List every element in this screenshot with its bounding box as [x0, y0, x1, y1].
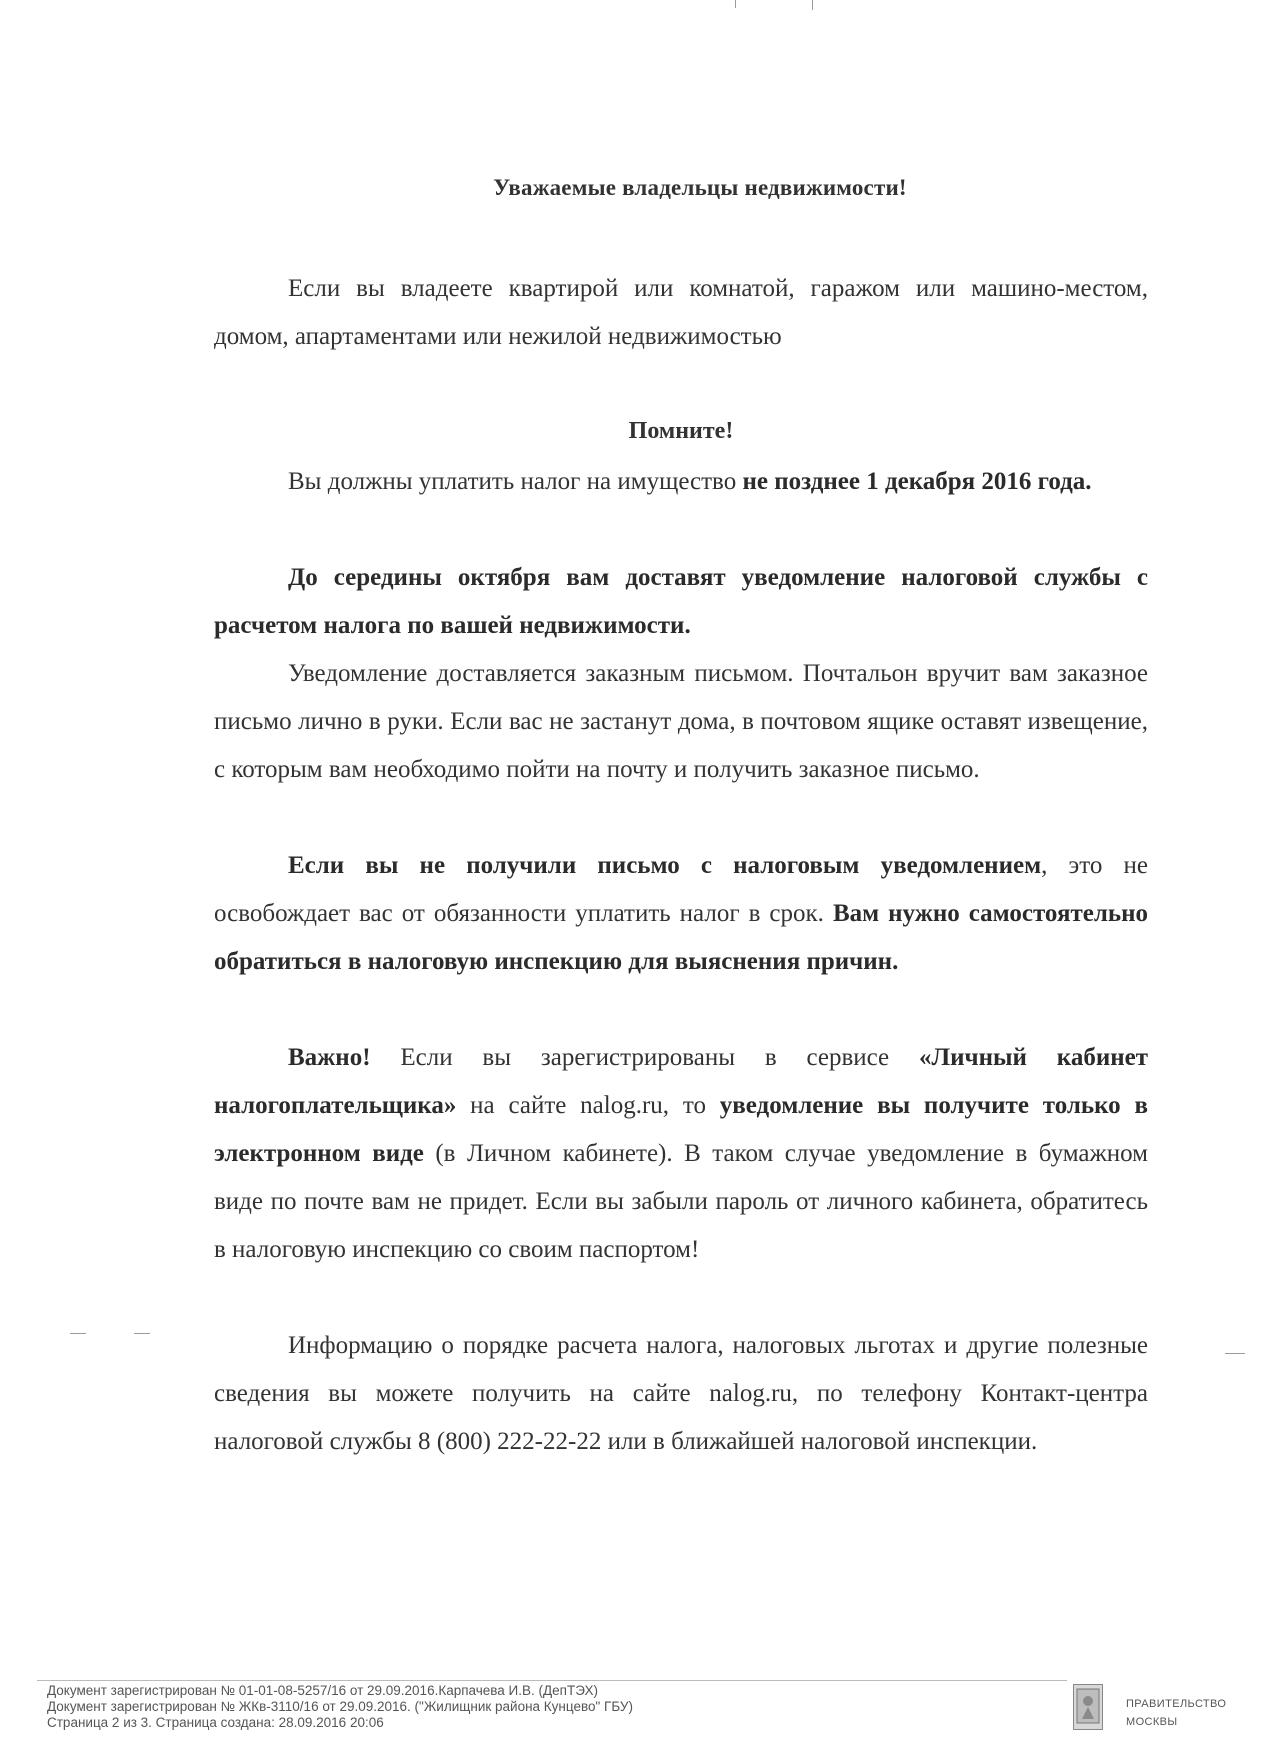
- footer-line-3: Страница 2 из 3. Страница создана: 28.09.2016 20:06: [47, 1715, 384, 1730]
- service-name: «Личный кабинет налогоплательщика»: [214, 1044, 1149, 1119]
- remember-heading: [214, 418, 1148, 445]
- moscow-coat-of-arms-icon: [1073, 1684, 1103, 1730]
- logo-line-2: МОСКВЫ: [1126, 1716, 1178, 1728]
- electronic-only-text: уведомление вы получите только в электронном виде: [214, 1092, 1149, 1167]
- scan-mark: [735, 0, 736, 8]
- not-received-action: Вам нужно самостоятельно обратиться в налоговую инспекцию для выяснения причин.: [214, 900, 1148, 975]
- intro-paragraph: [214, 265, 1148, 361]
- scan-mark: [134, 1333, 150, 1334]
- scan-mark: [70, 1333, 86, 1334]
- moscow-government-logo: [1126, 1695, 1226, 1731]
- delivery-text: До середины октября вам доставят уведомление налоговой службы с расчетом налога по вашей недвижимости.: [214, 564, 1148, 639]
- info-text: Информацию о порядке расчета налога, налоговых льготах и другие полезные сведения вы можете получить на сайте nalog.ru, по телефону Контакт-центра налоговой службы 8 (800) 222-22-22 или в ближайшей налоговой инспекции.: [214, 1332, 1148, 1455]
- not-received-text: , это не освобождает вас от обязанности уплатить налог в срок.: [214, 852, 1148, 927]
- footer-divider: [37, 1680, 1067, 1681]
- document-title: [0, 175, 1275, 201]
- logo-line-1: ПРАВИТЕЛЬСТВО: [1126, 1698, 1227, 1710]
- scan-mark: [1225, 1353, 1245, 1354]
- deadline-paragraph: [214, 458, 1148, 506]
- scan-mark: [812, 0, 813, 10]
- footer-line-2: Документ зарегистрирован № ЖКв-3110/16 от 29.09.2016. ("Жилищник района Кунцево" ГБУ): [47, 1699, 633, 1714]
- important-text-3: (в Личном кабинете). В таком случае уведомление в бумажном виде по почте вам не придет. Если вы забыли пароль от личного кабинета, обратитесь в налоговую инспекцию со своим паспортом!: [214, 1140, 1148, 1263]
- delivery-paragraph: [214, 554, 1148, 650]
- intro-text: Если вы владеете квартирой или комнатой, гаражом или машино-местом, домом, апартаментами или нежилой недвижимостью: [214, 275, 1148, 350]
- registered-mail-text: Уведомление доставляется заказным письмом. Почтальон вручит вам заказное письмо лично в руки. Если вас не застанут дома, в почтовом ящике оставят извещение, с которым вам необходимо пойти на почту и получить заказное письмо.: [214, 660, 1148, 783]
- deadline-date: не позднее 1 декабря 2016 года.: [742, 468, 1092, 495]
- registered-mail-paragraph: [214, 650, 1148, 794]
- not-received-bold: Если вы не получили письмо с налоговым уведомлением: [288, 852, 1042, 879]
- important-text-2: на сайте nalog.ru, то: [456, 1092, 720, 1119]
- remember-text: Помните!: [628, 418, 734, 444]
- title-text: Уважаемые владельцы недвижимости!: [493, 175, 907, 200]
- footer-line-1: Документ зарегистрирован № 01-01-08-5257/16 от 29.09.2016.Карпачева И.В. (ДепТЭХ): [47, 1683, 598, 1698]
- important-label: Важно!: [288, 1044, 371, 1071]
- important-text-1: Если вы зарегистрированы в сервисе: [370, 1044, 919, 1071]
- info-paragraph: [214, 1322, 1148, 1466]
- registration-footer: [47, 1683, 633, 1731]
- not-received-paragraph: [214, 842, 1148, 986]
- deadline-text: Вы должны уплатить налог на имущество: [288, 468, 743, 495]
- important-paragraph: [214, 1034, 1148, 1274]
